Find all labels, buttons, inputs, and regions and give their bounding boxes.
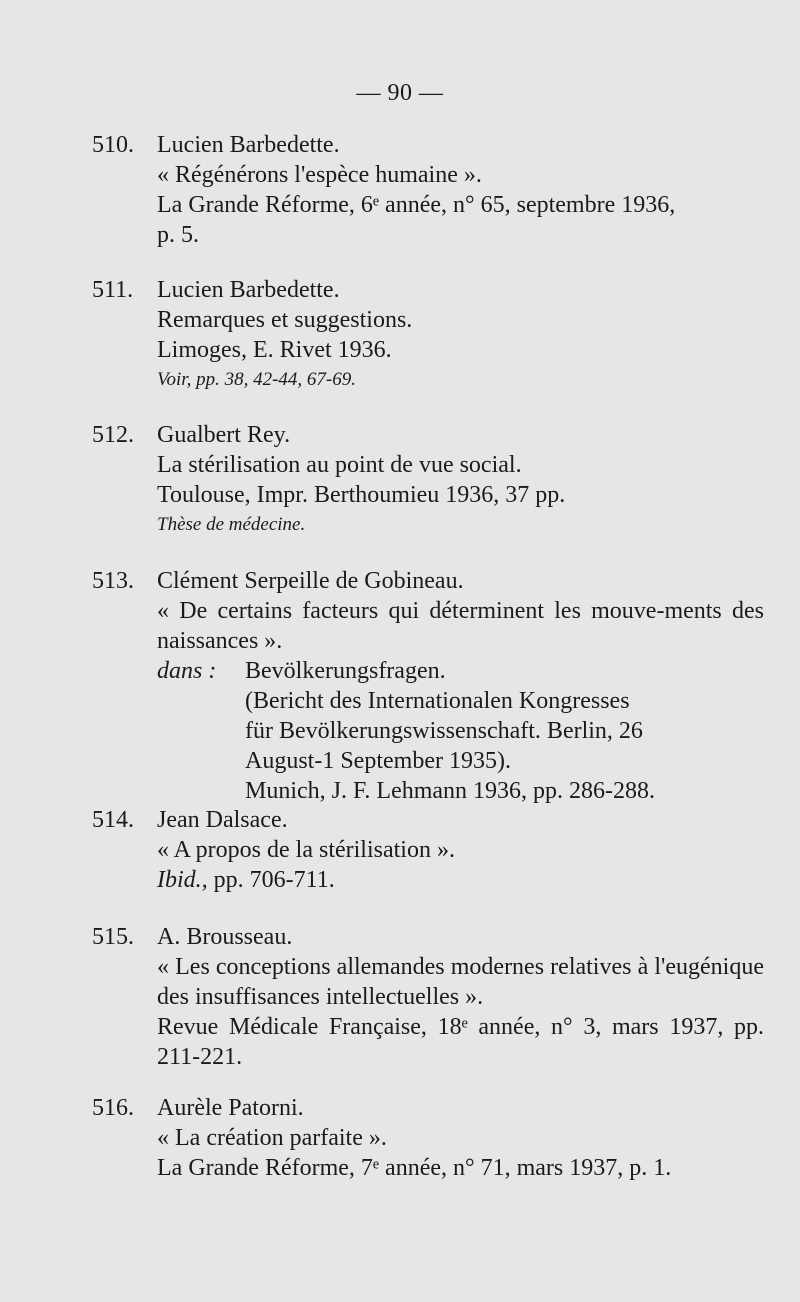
entry-source: La Grande Réforme, 7ᵉ année, n° 71, mars 1937, p. 1. xyxy=(157,1155,672,1181)
entry-number: 511. xyxy=(92,277,134,303)
entry-title: « Régénérons l'espèce humaine ». xyxy=(157,162,482,188)
entry-author: A. Brousseau. xyxy=(157,924,293,950)
entry-title: « Les conceptions allemandes modernes relatives à l'eugénique des insuffisances intellectuelles ». xyxy=(157,954,764,1010)
entry-title: La stérilisation au point de vue social. xyxy=(157,452,522,478)
entry-source: Limoges, E. Rivet 1936. xyxy=(157,337,392,363)
entry-author: Lucien Barbedette. xyxy=(157,277,340,303)
entry-title: « De certains facteurs qui déterminent les mouve-ments des naissances ». xyxy=(157,598,764,654)
ibid-pages: pp. 706-711. xyxy=(213,867,335,893)
entry-author: Clément Serpeille de Gobineau. xyxy=(157,568,464,594)
entry-number: 510. xyxy=(92,132,134,158)
entry-container-ref xyxy=(157,656,764,686)
entry-note: Voir, pp. 38, 42-44, 67-69. xyxy=(157,369,356,390)
entry-ibid-line xyxy=(157,865,764,895)
entry-author: Jean Dalsace. xyxy=(157,807,288,833)
entry-source: La Grande Réforme, 6ᵉ année, n° 65, septembre 1936, xyxy=(157,192,676,218)
entry-source: Revue Médicale Française, 18ᵉ année, n° 3, mars 1937, pp. 211-221. xyxy=(157,1014,764,1070)
entry-title: Remarques et suggestions. xyxy=(157,307,413,333)
entry-author: Lucien Barbedette. xyxy=(157,132,340,158)
dans-publisher: Munich, J. F. Lehmann 1936, pp. 286-288. xyxy=(245,778,656,804)
entry-number: 514. xyxy=(92,807,134,833)
entry-513 xyxy=(92,566,764,806)
dans-detail: (Bericht des Internationalen Kongresses xyxy=(245,688,630,714)
entry-number: 513. xyxy=(92,568,134,594)
dans-title: Bevölkerungsfragen. xyxy=(245,658,446,684)
entry-512 xyxy=(92,420,764,540)
entry-author: Aurèle Patorni. xyxy=(157,1095,304,1121)
entry-title: « A propos de la stérilisation ». xyxy=(157,837,455,863)
entry-511 xyxy=(92,275,764,395)
entry-note: Thèse de médecine. xyxy=(157,514,306,535)
entry-number: 515. xyxy=(92,924,134,950)
ibid-label: Ibid., xyxy=(157,867,208,893)
entry-510 xyxy=(92,130,764,250)
entry-515 xyxy=(92,922,764,1072)
dans-detail: für Bevölkerungswissenschaft. Berlin, 26 xyxy=(245,718,643,744)
entry-516 xyxy=(92,1093,764,1183)
entry-source: Toulouse, Impr. Berthoumieu 1936, 37 pp. xyxy=(157,482,566,508)
entry-author: Gualbert Rey. xyxy=(157,422,291,448)
entry-number: 516. xyxy=(92,1095,134,1121)
dans-detail: August-1 September 1935). xyxy=(245,748,511,774)
dans-label: dans : xyxy=(157,658,217,684)
entry-514 xyxy=(92,805,764,895)
entry-number: 512. xyxy=(92,422,134,448)
page-number: — 90 — xyxy=(356,80,444,106)
entry-pages: p. 5. xyxy=(157,222,199,248)
entry-title: « La création parfaite ». xyxy=(157,1125,387,1151)
